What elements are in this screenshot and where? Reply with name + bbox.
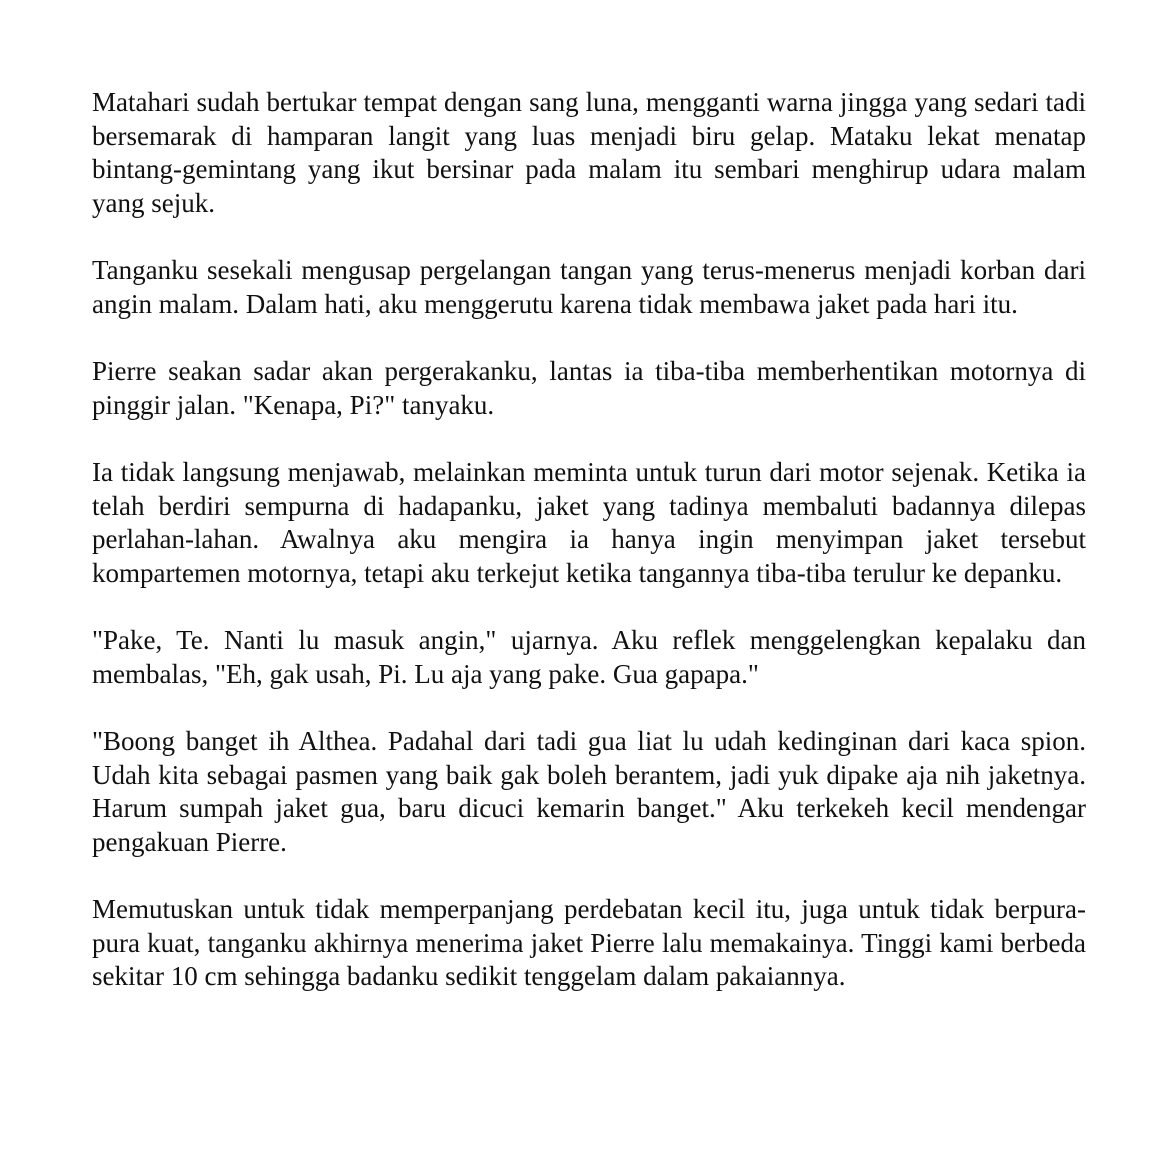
- paragraph-7: Memutuskan untuk tidak memperpanjang perdebatan kecil itu, juga untuk tidak berpura-pura kuat, tanganku akhirnya menerima jaket Pierre lalu memakainya. Tinggi kami berbeda sekitar 10 cm sehingga badanku sedikit tenggelam dalam pakaiannya.: [92, 894, 1086, 991]
- paragraph-3: Pierre seakan sadar akan pergerakanku, lantas ia tiba-tiba memberhentikan motornya di pinggir jalan. "Kenapa, Pi?" tanyaku.: [92, 356, 1086, 420]
- document-body: [92, 86, 1086, 1028]
- paragraph-6: "Boong banget ih Althea. Padahal dari tadi gua liat lu udah kedinginan dari kaca spion. Udah kita sebagai pasmen yang baik gak boleh berantem, jadi yuk dipake aja nih jaketnya. Harum sumpah jaket gua, baru dicuci kemarin banget." Aku terkekeh kecil mendengar pengakuan Pierre.: [92, 726, 1086, 857]
- paragraph-5: "Pake, Te. Nanti lu masuk angin," ujarnya. Aku reflek menggelengkan kepalaku dan membalas, "Eh, gak usah, Pi. Lu aja yang pake. Gua gapapa.": [92, 625, 1086, 689]
- paragraph-4: Ia tidak langsung menjawab, melainkan meminta untuk turun dari motor sejenak. Ketika ia telah berdiri sempurna di hadapanku, jaket yang tadinya membaluti badannya dilepas perlahan-lahan. Awalnya aku mengira ia hanya ingin menyimpan jaket tersebut kompartemen motornya, tetapi aku terkejut ketika tangannya tiba-tiba terulur ke depanku.: [92, 457, 1086, 588]
- paragraph-1: Matahari sudah bertukar tempat dengan sang luna, mengganti warna jingga yang sedari tadi bersemarak di hamparan langit yang luas menjadi biru gelap. Mataku lekat menatap bintang-gemintang yang ikut bersinar pada malam itu sembari menghirup udara malam yang sejuk.: [92, 87, 1086, 218]
- paragraph-2: Tanganku sesekali mengusap pergelangan tangan yang terus-menerus menjadi korban dari angin malam. Dalam hati, aku menggerutu karena tidak membawa jaket pada hari itu.: [92, 255, 1086, 319]
